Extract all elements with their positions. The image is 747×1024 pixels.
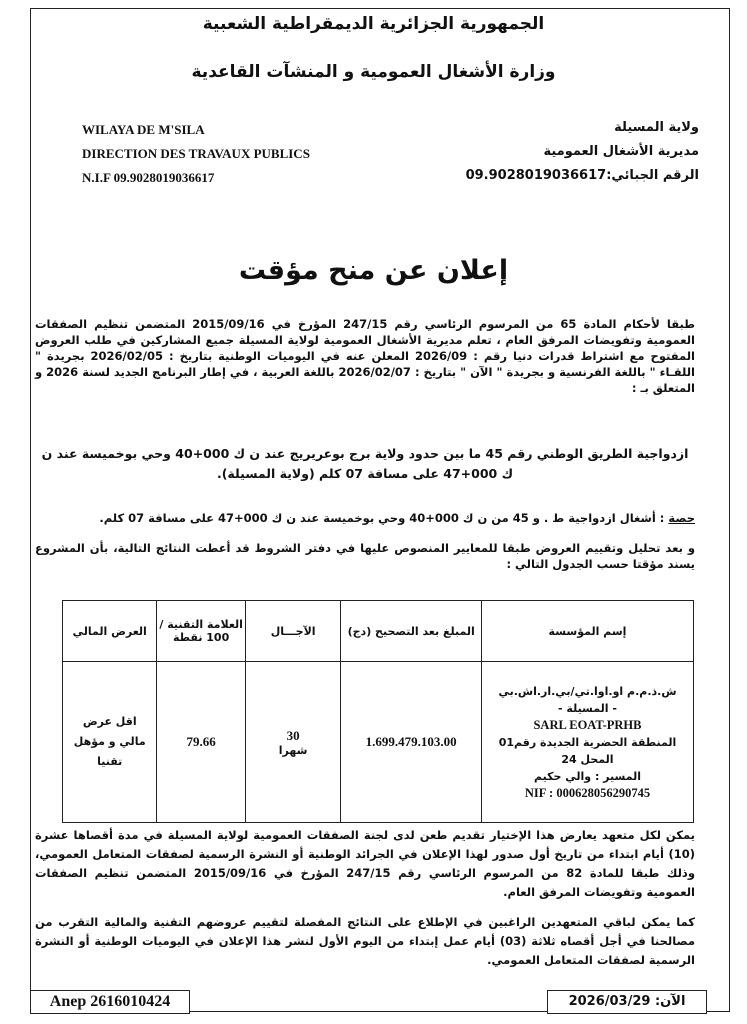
company-city: - المسيلة -: [558, 701, 617, 715]
col-financial: العرض المالي: [63, 601, 157, 662]
amount-cell: 1.699.479.103.00: [341, 662, 482, 823]
lot-label: حصة: [668, 511, 695, 525]
company-name-fr: SARL EOAT-PRHB: [533, 717, 642, 732]
appeal-paragraph: يمكن لكل متعهد يعارض هذا الإختيار تقديم طعن لدى لجنة الصفقات العمومية لولاية المسيلة في مدة أقصاها عشرة (10) أيام ابتداء من تاريخ أول صدور لهذا الإعلان في الجرائد الوطنية أو النشرة الرسمية لصفقات المتعامل العمومي، وذلك طبقا للمادة 82 من المرسوم الرئاسي رقم 247/15 المؤرخ في 2015/09/16 المتضمن تنظيم الصفقات العمومية وتفويضات المرفق العام.: [35, 828, 695, 899]
company-nif: NIF : 000628056290745: [524, 785, 651, 800]
table-row: [63, 662, 694, 823]
nif-ar: الرقم الجبائي:09.9028019036617: [465, 168, 699, 183]
col-duration: الآجـــال: [245, 601, 341, 662]
direction-ar: مديرية الأشغال العمومية: [543, 144, 699, 159]
nif-fr: N.I.F 09.9028019036617: [82, 170, 215, 185]
duration-cell: [245, 662, 341, 823]
lot-line: [35, 510, 695, 526]
company-address: المنطقة الحضرية الجديدة رقم01 المحل 24: [498, 735, 677, 766]
company-name-ar: ش.ذ.م.م او.اوا.تي/بي.ار.اش.بي: [498, 684, 677, 698]
anep-reference: Anep 2616010424: [30, 990, 190, 1014]
duration-number: 30: [286, 727, 300, 743]
ministry-heading: وزارة الأشغال العمومية و المنشآت القاعدية: [191, 62, 556, 82]
direction-fr: DIRECTION DES TRAVAUX PUBLICS: [82, 146, 310, 161]
republic-heading: الجمهورية الجزائرية الديمقراطية الشعبية: [202, 14, 545, 34]
intro-paragraph: طبقا لأحكام المادة 65 من المرسوم الرئاسي رقم 247/15 المؤرخ في 2015/09/16 المتضمن تنظيم الصفقات العمومية وتفويضات المرفق العام ، تعلم مديرية الأشغال العمومية لولاية المسيلة جميع المشاركين في طلب العروض المفتوح مع اشتراط قدرات دنيا رقم : 2026/09 المعلن عنه في اليوميات الوطنية بتاريخ : 2026/02/05 بجريدة " اللقـاء " باللغة الفرنسية و بجريدة " الآن " بتاريخ : 2026/02/07 باللغة العربية ، في إطار البرنامج الجديد لسنة 2026 و المتعلق بـ :: [35, 317, 695, 395]
lot-text: : أشغال ازدواجية ط . و 45 من ن ك 000+40 وحي بوخميسة عند ن ك 000+47 على مسافة 07 كلم.: [99, 511, 669, 525]
col-tech-score: العلامة التقنية / 100 نقطة: [157, 601, 245, 662]
results-paragraph: و بعد تحليل وتقييم العروض طبقا للمعايير المنصوص عليها في دفتر الشروط قد أعطت النتائج التالية، بأن المشروع يسند مؤقتا حسب الجدول التالي :: [35, 541, 695, 571]
financial-cell: اقل عرض مالي و مؤهل تقنيا: [63, 662, 157, 823]
col-company: إسم المؤسسة: [481, 601, 693, 662]
results-table: [62, 600, 694, 823]
col-amount: المبلغ بعد التصحيح (دج): [341, 601, 482, 662]
duration-unit: شهرا: [278, 743, 308, 757]
announcement-title: إعلان عن منح مؤقت: [238, 255, 509, 286]
consult-paragraph: كما يمكن لباقي المتعهدين الراغبين في الإطلاع على النتائج المفصلة لتقييم عروضهم التقنية والمالية التقرب من مصالحنا في أجل أقصاه ثلاثة (03) أيام عمل إبتداء من اليوم الأول لنشر هذا الإعلان في اليوميات الوطنية أو النشرة الرسمية لصفقات المتعامل العمومي.: [35, 915, 695, 967]
tech-score-cell: 79.66: [157, 662, 245, 823]
company-cell: [481, 662, 693, 823]
wilaya-fr: WILAYA DE M'SILA: [82, 122, 205, 137]
publication-date: الآن: 2026/03/29: [547, 990, 707, 1014]
company-manager: المسير : والي حكيم: [533, 769, 641, 783]
table-header-row: [63, 601, 694, 662]
wilaya-ar: ولاية المسيلة: [614, 120, 699, 135]
project-paragraph: ازدواجية الطريق الوطني رقم 45 ما بين حدود ولاية برج بوعريريج عند ن ك 000+40 وحي بوخميسة عند ن ك 000+47 على مسافة 07 كلم (ولاية المسيلة).: [41, 446, 689, 481]
